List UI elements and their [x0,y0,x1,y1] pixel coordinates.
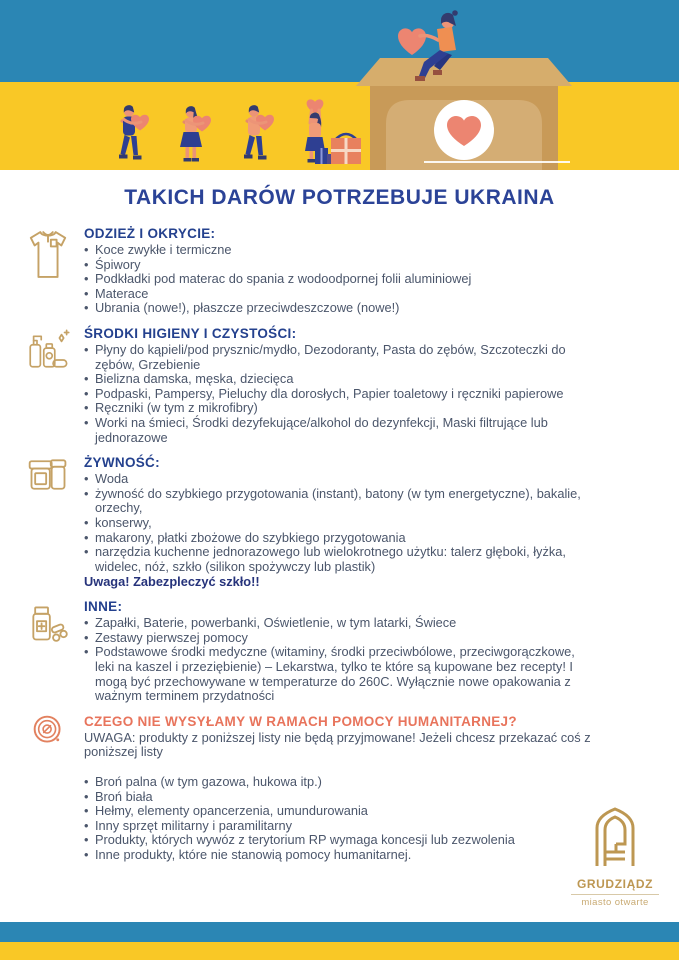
list-item: • Hełmy, elementy opancerzenia, umundurowania [84,804,589,819]
section-intro: UWAGA: produkty z poniższej listy nie będą przyjmowane! Jeżeli chcesz przekazać coś z poniższej listy [84,729,591,760]
hearts-donation-box-illustration [0,0,679,170]
section [26,599,679,704]
section-note: Uwaga! Zabezpleczyć szkło!! [84,574,260,590]
section-body [84,599,604,704]
list-item: • Produkty, których wywóz z terytorium RP wymaga koncesji lub zezwolenia [84,833,589,848]
bullet-list [84,472,589,574]
list-item: • żywność do szybkiego przygotowania (instant), batony (w tym energetyczne), bakalie, orzechy, [84,487,589,516]
section-heading: INNE: [84,599,123,615]
blue-stripe [0,922,679,942]
list-item: • Koce zwykłe i termiczne [84,243,589,258]
list-item: • narzędzia kuchenne jednorazowego lub wielokrotnego użytku: talerz głęboki, łyżka, widelec, nóż, szkło (silikon spożywczy lub plastik) [84,545,589,574]
list-item: • Zapałki, Baterie, powerbanki, Oświetlenie, w tym latarki, Świece [84,616,589,631]
tshirt-icon [26,226,70,284]
list-item: • Inny sprzęt militarny i paramilitarny [84,819,589,834]
logo-name: GRUDZIĄDZ [576,877,654,891]
list-item: • Śpiwory [84,258,589,273]
city-logo [565,804,665,908]
section-heading: ODZIEŻ I OKRYCIE: [84,226,216,241]
bullet-list [84,343,589,445]
list-item: • Ubrania (nowe!), płaszcze przeciwdeszczowe (nowe!) [84,301,589,316]
list-item: • Worki na śmieci, Środki dezyfekujące/alkohol do dezynfekcji, Maski filtrujące lub jednorazowe [84,416,589,445]
medicine-icon [26,599,70,647]
list-item: • konserwy, [84,516,589,531]
prohibition-icon [26,714,70,746]
section-body [84,226,604,316]
section [26,455,679,589]
section-heading: CZEGO NIE WYSYŁAMY W RAMACH POMOCY HUMANITARNEJ? [84,713,517,729]
list-item: • Ręczniki (w tym z mikrofibry) [84,401,589,416]
hygiene-icon [26,326,70,372]
list-item: • makarony, płatki zbożowe do szybkiego przygotowania [84,531,589,546]
list-item: • Podpaski, Pampersy, Pieluchy dla dorosłych, Papier toaletowy i ręczniki papierowe [84,387,589,402]
page-title: TAKICH DARÓW POTRZEBUJE UKRAINA [124,186,555,209]
list-item: • Bielizna damska, męska, dziecięca [84,372,589,387]
donation-box [356,58,572,170]
bullet-list [84,243,589,316]
section [26,226,679,316]
section-body [84,714,604,863]
list-item: • Materace [84,287,589,302]
section-body [84,326,604,445]
section-body [84,455,604,589]
list-item: • Woda [84,472,589,487]
list-item: • Zestawy pierwszej pomocy [84,631,589,646]
list-item: • Podstawowe środki medyczne (witaminy, środki przeciwbólowe, przeciwgorączkowe, leki na kaszel i przeziębienie) – Lekarstwa, tylko te które są kupowane bez recepty! I mogą być przechowywane w temperaturze do 260C. Wyłącznie nowe opakowania z ważnym terminem przydatności [84,645,589,703]
bullet-list [84,616,589,704]
list-item: • Broń palna (w tym gazowa, hukowa itp.) [84,775,589,790]
logo-tagline: miasto otwarte [581,897,649,908]
banner-illustration [0,0,679,170]
bullet-list [84,775,589,863]
list-item: • Broń biała [84,790,589,805]
footer-stripes [0,922,679,960]
list-item: • Inne produkty, które nie stanowią pomocy humanitarnej. [84,848,589,863]
list-item: • Płyny do kąpieli/pod prysznic/mydło, Dezodoranty, Pasta do zębów, Szczoteczki do zębów, Grzebienie [84,343,589,372]
yellow-stripe [0,942,679,960]
list-item: • Podkładki pod materac do spania z wodoodpornej folii aluminiowej [84,272,589,287]
section-heading: ŚRODKI HIGIENY I CZYSTOŚCI: [84,325,297,341]
jar-icon [26,455,70,495]
grudziadz-arch-icon [588,804,642,868]
section [26,326,679,445]
logo-divider [571,894,659,895]
sections-container [0,222,679,863]
section-heading: ŻYWNOŚĆ: [84,455,160,471]
